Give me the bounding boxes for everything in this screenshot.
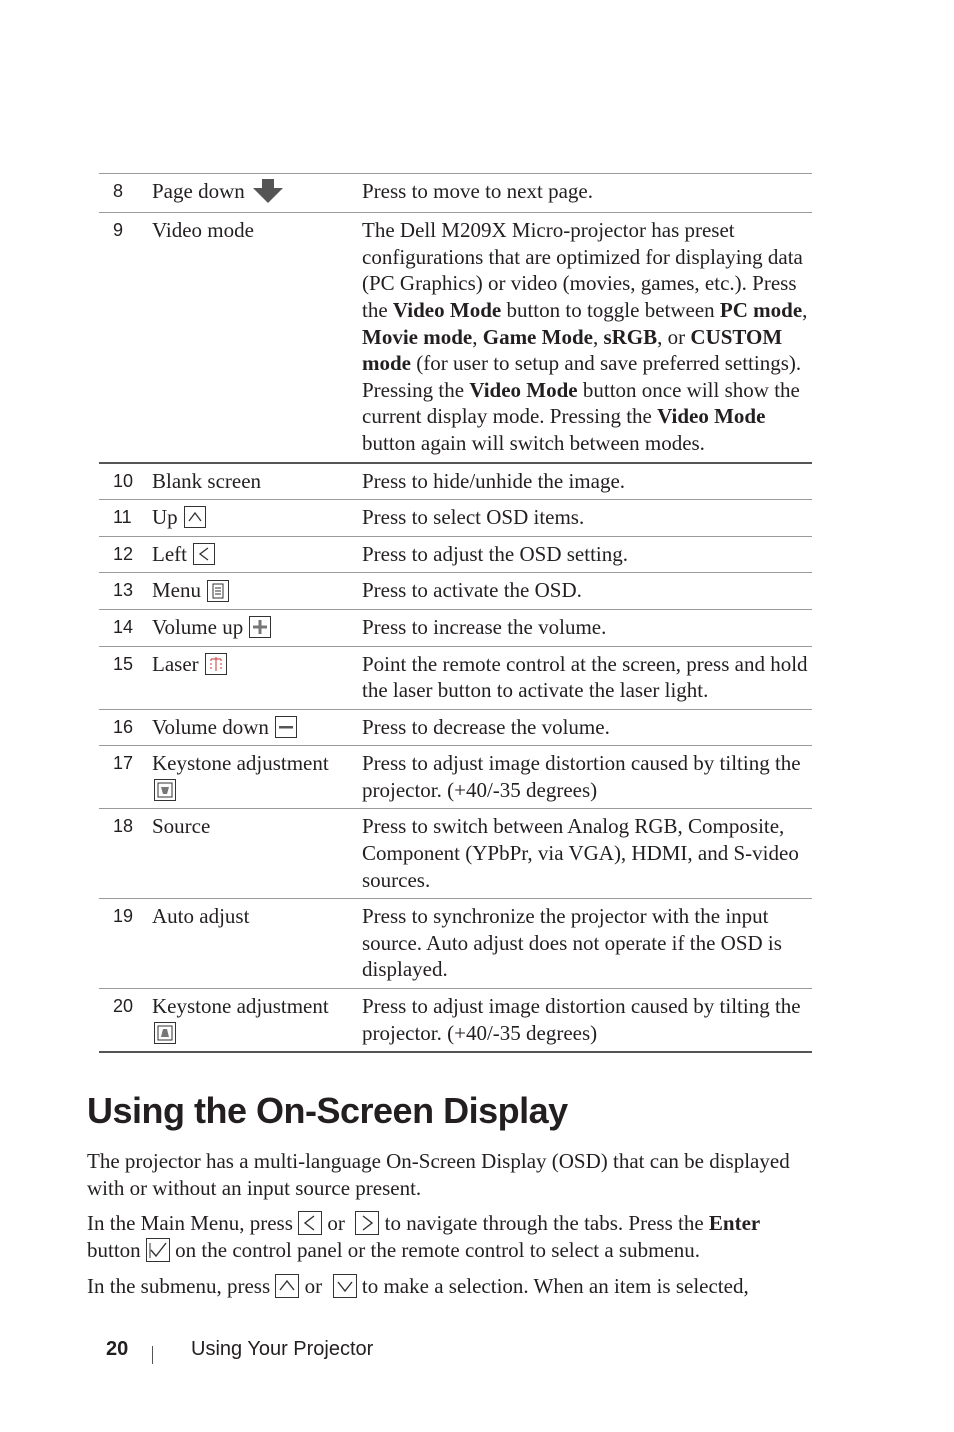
- footer-divider: [152, 1346, 153, 1364]
- button-name: Keystone adjustment: [152, 994, 329, 1019]
- table-row: [99, 989, 812, 1053]
- button-name: Volume up: [152, 614, 244, 639]
- description-cell: Press to synchronize the projector with the input source. Auto adjust does not operate if the OSD is displayed.: [362, 904, 782, 982]
- keystone-down-icon: [154, 779, 176, 801]
- description-text: ,: [472, 324, 483, 349]
- button-name-cell: [152, 746, 362, 809]
- button-name-cell: [152, 463, 362, 500]
- description-cell: Press to select OSD items.: [362, 505, 585, 530]
- description-cell: Press to activate the OSD.: [362, 578, 582, 603]
- table-row: [99, 500, 812, 537]
- plus-icon: [249, 616, 271, 638]
- button-name-cell: [152, 609, 362, 646]
- para2-text-d: on the control panel or the remote control to select a submenu.: [169, 1238, 701, 1263]
- button-name: Laser: [152, 651, 199, 676]
- bold-term: Movie mode: [362, 324, 473, 349]
- bold-term: sRGB: [603, 324, 658, 349]
- main-menu-paragraph: [87, 1210, 817, 1264]
- para3-text-a: In the submenu, press: [87, 1274, 276, 1298]
- button-name: Source: [152, 814, 211, 839]
- page-down-arrow-icon: [251, 177, 285, 205]
- button-name-cell: [152, 500, 362, 537]
- button-name-cell: [152, 536, 362, 573]
- bold-term: CUSTOM mode: [362, 324, 783, 376]
- button-name: Volume down: [152, 714, 269, 739]
- table-row: [99, 646, 812, 709]
- button-name: Page down: [152, 179, 245, 203]
- button-name-cell: [152, 174, 362, 213]
- row-number: 17: [113, 753, 134, 774]
- row-number: 15: [113, 653, 134, 674]
- button-name: Keystone adjustment: [152, 751, 329, 776]
- row-number: 20: [113, 996, 134, 1017]
- description-text: ,: [802, 297, 808, 322]
- row-number: 19: [113, 906, 134, 927]
- table-row: [99, 609, 812, 646]
- bold-term: Video Mode: [392, 297, 502, 322]
- row-number: 18: [113, 816, 134, 837]
- submenu-paragraph: [87, 1273, 817, 1300]
- table-row: [99, 174, 812, 213]
- menu-icon: [207, 580, 229, 602]
- enter-check-icon: [146, 1238, 170, 1262]
- bold-term: PC mode: [719, 297, 803, 322]
- row-number: 10: [113, 470, 134, 491]
- row-number: 11: [113, 507, 132, 528]
- right-icon: [355, 1211, 379, 1235]
- table-row: [99, 573, 812, 610]
- table-row: [99, 899, 812, 989]
- description-cell: Press to adjust the OSD setting.: [362, 541, 628, 566]
- table-row: [99, 709, 812, 746]
- bold-term: Game Mode: [482, 324, 593, 349]
- description-cell: Press to decrease the volume.: [362, 714, 610, 739]
- table-row: [99, 809, 812, 899]
- table-row: [99, 213, 812, 463]
- up-icon: [184, 506, 206, 528]
- description-text: , or: [657, 324, 691, 349]
- button-name-cell: [152, 646, 362, 709]
- left-icon: [298, 1211, 322, 1235]
- bold-term: Video Mode: [657, 404, 766, 429]
- description-text: button to toggle between: [501, 297, 720, 322]
- down-icon: [333, 1274, 357, 1298]
- row-number: 12: [113, 543, 134, 564]
- button-name-cell: [152, 989, 362, 1053]
- button-name-cell: [152, 213, 362, 463]
- description-cell: [362, 213, 812, 463]
- description-cell: Press to hide/unhide the image.: [362, 468, 626, 493]
- button-name: Video mode: [152, 218, 254, 243]
- table-row: [99, 463, 812, 500]
- section-heading: Using the On-Screen Display: [87, 1090, 568, 1131]
- para2-text-or: or: [322, 1211, 351, 1235]
- para2-text-a: In the Main Menu, press: [87, 1211, 299, 1235]
- table-row: [99, 536, 812, 573]
- button-name: Menu: [152, 578, 201, 603]
- description-cell: Press to switch between Analog RGB, Composite, Component (YPbPr, via VGA), HDMI, and S-video sources.: [362, 814, 799, 892]
- description-text: button again will switch between modes.: [362, 430, 705, 455]
- button-name-cell: [152, 573, 362, 610]
- description-cell: Press to increase the volume.: [362, 614, 607, 639]
- table-row: [99, 746, 812, 809]
- button-name: Up: [152, 505, 178, 530]
- para3-text-b: to make a selection. When an item is selected,: [356, 1274, 749, 1298]
- row-number: 13: [113, 580, 134, 601]
- remote-buttons-table: [99, 173, 812, 1053]
- para2-text-c: button: [87, 1238, 146, 1263]
- row-number: 14: [113, 616, 134, 637]
- button-name: Auto adjust: [152, 904, 250, 929]
- minus-icon: [275, 716, 297, 738]
- row-number: 9: [113, 220, 124, 241]
- description-text: button once will show the current display mode. Pressing the: [362, 377, 800, 429]
- button-name: Blank screen: [152, 468, 262, 493]
- laser-icon: [205, 653, 227, 675]
- osd-intro-paragraph: The projector has a multi-language On-Screen Display (OSD) that can be displayed with or without an input source present.: [87, 1149, 790, 1200]
- description-cell: Point the remote control at the screen, press and hold the laser button to activate the laser light.: [362, 651, 808, 703]
- keystone-up-icon: [154, 1022, 176, 1044]
- footer-title: Using Your Projector: [191, 1338, 374, 1360]
- left-icon: [193, 543, 215, 565]
- enter-label: Enter: [708, 1211, 761, 1235]
- button-name-cell: [152, 709, 362, 746]
- para3-text-or: or: [299, 1274, 328, 1298]
- description-cell: Press to adjust image distortion caused by tilting the projector. (+40/-35 degrees): [362, 751, 801, 802]
- description-cell: Press to move to next page.: [362, 179, 593, 203]
- row-number: 8: [113, 181, 124, 201]
- button-name-cell: [152, 809, 362, 899]
- button-name-cell: [152, 899, 362, 989]
- description-cell: Press to adjust image distortion caused by tilting the projector. (+40/-35 degrees): [362, 994, 801, 1045]
- description-text: The Dell M209X Micro-projector has preset configurations that are optimized for displaying data (PC Graphics) or video (movies, games, etc.). Press the: [362, 218, 803, 322]
- bold-term: Video Mode: [469, 377, 578, 402]
- up-icon: [275, 1274, 299, 1298]
- para2-text-b: to navigate through the tabs. Press the: [379, 1211, 709, 1235]
- button-name: Left: [152, 541, 187, 566]
- description-text: (for user to setup and save preferred settings). Pressing the: [362, 351, 802, 402]
- page-number: 20: [106, 1338, 129, 1360]
- description-text: ,: [592, 324, 604, 349]
- row-number: 16: [113, 716, 134, 737]
